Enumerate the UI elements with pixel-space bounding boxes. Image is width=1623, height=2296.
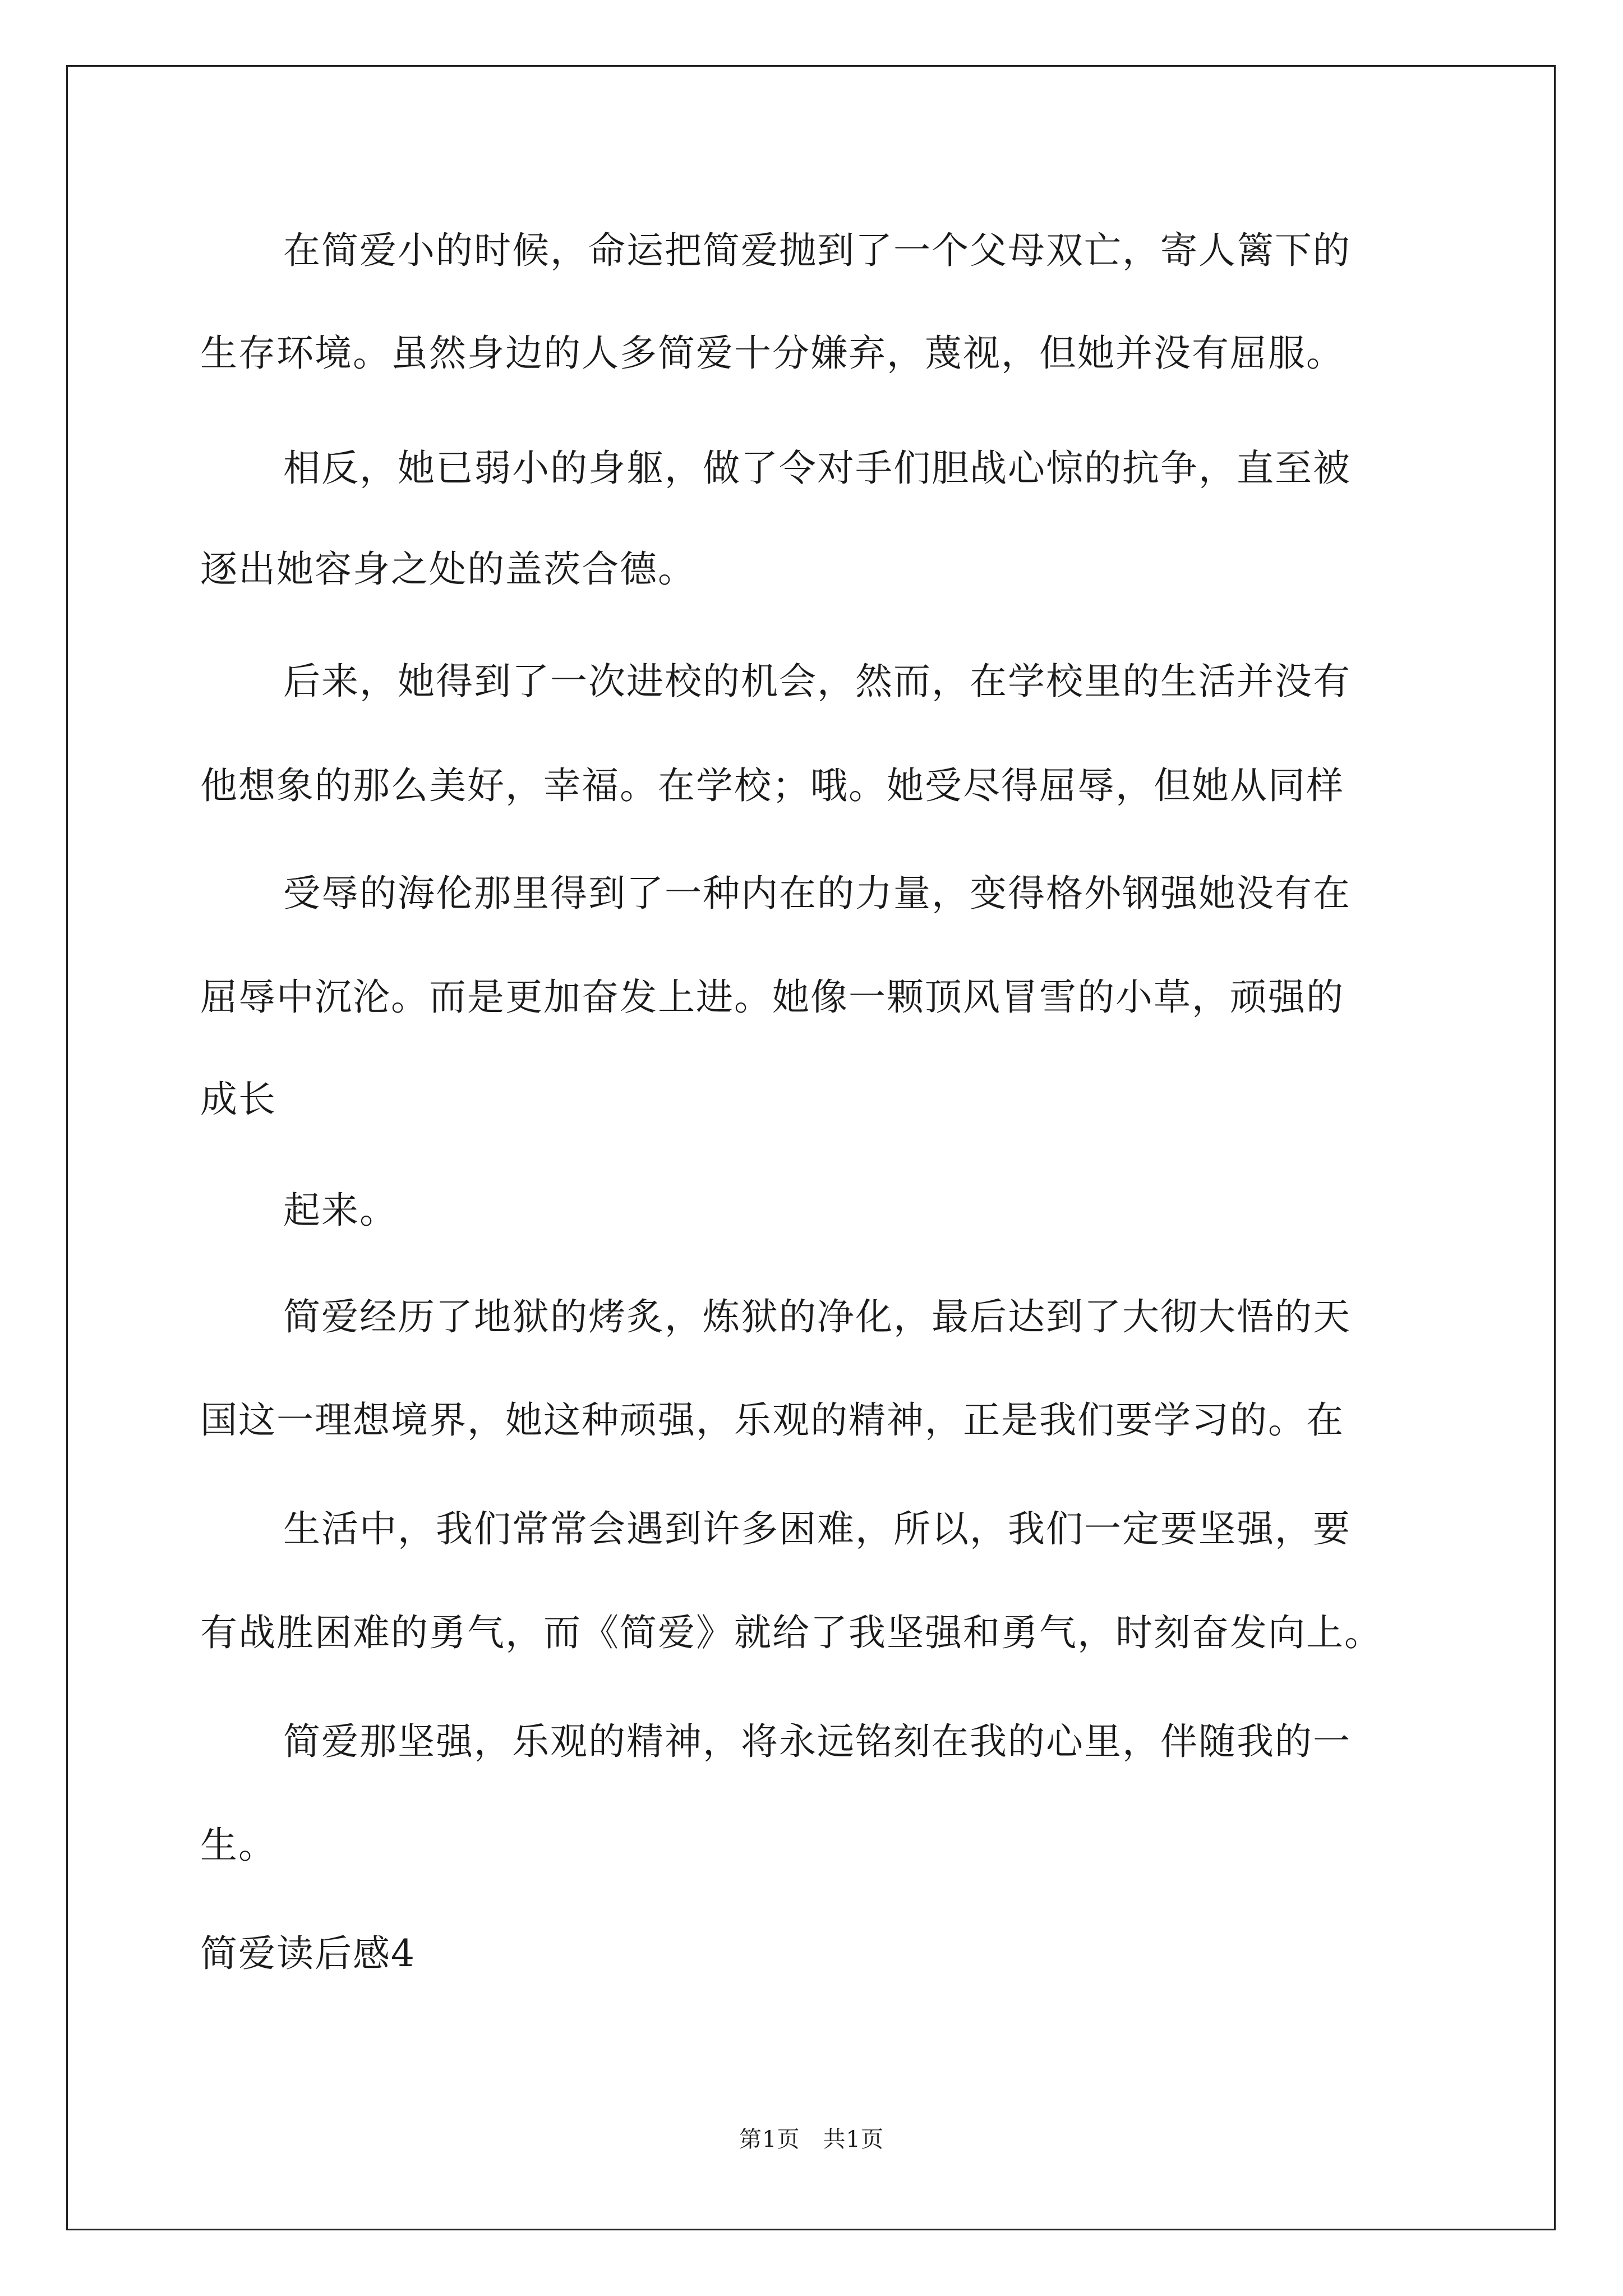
section-heading: 简爱读后感4 [200,1932,416,1975]
body-line-2: 生存环境。虽然身边的人多简爱十分嫌弃，蔑视，但她并没有屈服。 [200,332,1344,375]
body-line-4: 逐出她容身之处的盖茨合德。 [200,547,696,591]
body-line-16: 生。 [200,1824,276,1867]
body-line-13: 生活中，我们常常会遇到许多困难，所以，我们一定要坚强，要 [283,1507,1351,1550]
body-line-15: 简爱那坚强，乐观的精神，将永远铭刻在我的心里，伴随我的一 [283,1720,1351,1763]
page-number: 第1页 共1页 [739,2127,884,2152]
body-line-11: 简爱经历了地狱的烤炙，炼狱的净化，最后达到了大彻大悟的天 [283,1295,1351,1338]
body-line-9: 成长 [200,1078,276,1121]
body-line-3: 相反，她已弱小的身躯，做了令对手们胆战心惊的抗争，直至被 [283,447,1351,490]
body-line-8: 屈辱中沉沦。而是更加奋发上进。她像一颗顶风冒雪的小草，顽强的 [200,976,1344,1019]
body-line-7: 受辱的海伦那里得到了一种内在的力量，变得格外钢强她没有在 [283,872,1351,915]
page-border [66,65,1556,2230]
body-line-10: 起来。 [283,1189,398,1232]
body-line-6: 他想象的那么美好，幸福。在学校；哦。她受尽得屈辱，但她从同样 [200,764,1344,807]
body-line-14: 有战胜困难的勇气，而《简爱》就给了我坚强和勇气，时刻奋发向上。 [200,1611,1382,1654]
body-line-1: 在简爱小的时候，命运把简爱抛到了一个父母双亡，寄人篱下的 [283,229,1351,272]
body-line-5: 后来，她得到了一次进校的机会，然而，在学校里的生活并没有 [283,660,1351,703]
body-line-12: 国这一理想境界，她这种顽强，乐观的精神，正是我们要学习的。在 [200,1398,1344,1442]
